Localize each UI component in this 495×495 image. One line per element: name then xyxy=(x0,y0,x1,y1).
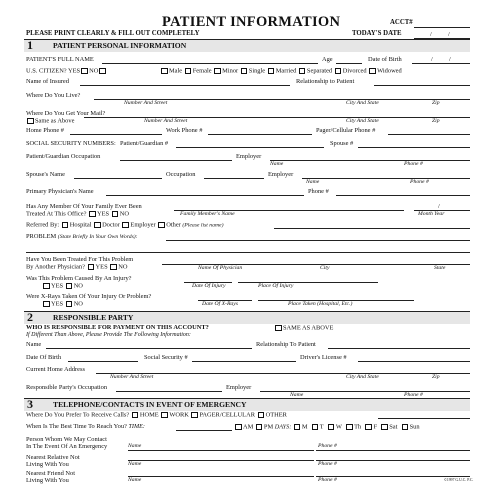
spouse-occupation-label: Occupation xyxy=(166,171,196,178)
problem-field-line2[interactable] xyxy=(26,252,470,253)
call-work-checkbox[interactable] xyxy=(161,412,168,419)
family-q-row xyxy=(26,211,129,218)
day-sat-checkbox[interactable] xyxy=(381,424,388,431)
xray-yes-no-row xyxy=(42,301,83,308)
status-row xyxy=(160,68,402,75)
call-pager-checkbox[interactable] xyxy=(191,412,198,419)
injury-q: Was This Problem Caused By An Injury? xyxy=(26,275,132,282)
contact3-phone-field[interactable] xyxy=(316,476,470,477)
days-label: DAYS: xyxy=(274,423,292,431)
full-name-label: PATIENT'S FULL NAME xyxy=(26,56,94,63)
age-label: Age xyxy=(322,56,333,63)
zip-caption: Zip xyxy=(432,100,440,106)
work-phone-label: Work Phone # xyxy=(166,127,203,134)
rp-dob-label: Date Of Birth xyxy=(26,354,62,361)
rp-dob-field[interactable] xyxy=(68,361,138,362)
section-2-number: 2 xyxy=(27,310,33,324)
referred-name-field[interactable] xyxy=(274,228,470,229)
doctor-label: Doctor xyxy=(102,221,120,229)
home-phone-field[interactable] xyxy=(70,134,162,135)
day-t-checkbox[interactable] xyxy=(312,424,319,431)
rp-license-field[interactable] xyxy=(358,361,470,362)
hospital-checkbox[interactable] xyxy=(62,222,69,229)
pm-checkbox[interactable] xyxy=(256,424,263,431)
day-m-checkbox[interactable] xyxy=(294,424,301,431)
section-2-title: RESPONSIBLE PARTY xyxy=(53,313,134,322)
phone-caption: Phone # xyxy=(318,443,337,449)
pager-cellular-label: PAGER/CELLULAR xyxy=(199,411,255,419)
contact1-name-field[interactable] xyxy=(128,450,314,451)
responsible-same-row xyxy=(274,325,333,332)
section-1-number: 1 xyxy=(27,38,33,52)
section-3-title: TELEPHONE/CONTACTS IN EVENT OF EMERGENCY xyxy=(53,400,247,409)
pager-label: Pager/Cellular Phone # xyxy=(316,127,376,134)
treated-q-row xyxy=(26,264,127,271)
instructions: PLEASE PRINT CLEARLY & FILL OUT COMPLETELY xyxy=(26,30,200,37)
phone-caption: Phone # xyxy=(404,161,423,167)
hospital-label: Hospital xyxy=(69,221,92,229)
divorced-checkbox[interactable] xyxy=(335,68,342,75)
place-taken-caption: Place Taken (Hospital, Etc.) xyxy=(288,301,353,307)
married-label: Married xyxy=(275,67,297,75)
citizen-row xyxy=(26,68,107,75)
work-phone-field[interactable] xyxy=(208,134,312,135)
rp-relationship-label: Relationship To Patient xyxy=(256,341,316,348)
city-caption: City xyxy=(320,265,330,271)
ssn-guardian-field[interactable] xyxy=(176,147,324,148)
city-state-caption: City And State xyxy=(346,118,379,124)
contact3-line2: Living With You xyxy=(26,477,69,484)
employer-label: Employer xyxy=(236,153,262,160)
ssn-spouse-field[interactable] xyxy=(358,147,470,148)
day-f-label: F xyxy=(373,423,378,431)
day-sat-label: Sat xyxy=(389,423,398,431)
yes-label: YES xyxy=(97,210,110,218)
injury-no-checkbox[interactable] xyxy=(66,283,73,290)
live-label: Where Do You Live? xyxy=(26,92,81,99)
spouse-occupation-field[interactable] xyxy=(204,178,264,179)
phone-caption: Phone # xyxy=(318,477,337,483)
injury-yes-checkbox[interactable] xyxy=(43,283,50,290)
widowed-checkbox[interactable] xyxy=(369,68,376,75)
other-label: Other xyxy=(166,221,181,229)
age-field[interactable] xyxy=(336,63,362,64)
family-no-checkbox[interactable] xyxy=(112,211,119,218)
male-checkbox[interactable] xyxy=(161,68,168,75)
minor-label: Minor xyxy=(222,67,239,75)
acct-field[interactable] xyxy=(414,27,470,28)
number-street-caption: Number And Street xyxy=(144,118,188,124)
call-home-checkbox[interactable] xyxy=(132,412,139,419)
family-member-caption: Family Member's Name xyxy=(180,211,235,217)
ssn-spouse-label: Spouse # xyxy=(330,140,354,147)
name-caption: Name xyxy=(128,461,142,467)
form-title: PATIENT INFORMATION xyxy=(162,14,341,30)
day-w-label: W xyxy=(335,423,342,431)
yes-label: YES xyxy=(51,300,64,308)
calls-question: Where Do You Prefer To Receive Calls? xyxy=(26,411,130,419)
problem-field[interactable] xyxy=(166,240,470,241)
section-3-number: 3 xyxy=(27,397,33,411)
divorced-label: Divorced xyxy=(342,67,367,75)
please-list-hint: (Please list name) xyxy=(182,222,224,229)
day-w-checkbox[interactable] xyxy=(328,424,335,431)
phone-caption: Phone # xyxy=(404,392,423,398)
home-label: HOME xyxy=(139,411,159,419)
full-name-field[interactable] xyxy=(102,63,318,64)
dob-slash: / xyxy=(431,56,433,63)
separated-checkbox[interactable] xyxy=(299,68,306,75)
pg-employer-field[interactable] xyxy=(270,160,470,161)
employer-checkbox[interactable] xyxy=(122,222,129,229)
patient-information-form xyxy=(24,14,474,484)
day-th-label: Th xyxy=(354,423,362,431)
rp-relationship-field[interactable] xyxy=(328,348,470,349)
other-checkbox[interactable] xyxy=(158,222,165,229)
single-label: Single xyxy=(248,67,266,75)
state-caption: State xyxy=(434,265,446,271)
other-label: OTHER xyxy=(265,411,287,419)
problem-label: PROBLEM xyxy=(26,233,57,240)
mail-same-row xyxy=(26,118,74,125)
call-other-field[interactable] xyxy=(378,418,470,419)
xray-yes-checkbox[interactable] xyxy=(43,301,50,308)
phone-caption: Phone # xyxy=(410,179,429,185)
am-checkbox[interactable] xyxy=(235,424,242,431)
ssn-label: SOCIAL SECURITY NUMBERS: xyxy=(26,140,116,147)
xray-no-checkbox[interactable] xyxy=(66,301,73,308)
number-street-caption: Number And Street xyxy=(110,374,154,380)
physician-phone-label: Phone # xyxy=(308,188,329,195)
copyright: ©1997 G.U.C. P.C. xyxy=(444,478,474,482)
place-of-injury-caption: Place Of Injury xyxy=(258,283,294,289)
responsible-q: WHO IS RESPONSIBLE FOR PAYMENT ON THIS ACCOUNT? xyxy=(26,324,209,331)
married-checkbox[interactable] xyxy=(268,68,275,75)
problem-row xyxy=(26,234,138,241)
separated-label: Separated xyxy=(306,67,333,75)
treated-q-line1: Have You Been Treated For This Problem xyxy=(26,256,134,263)
contact2-name-field[interactable] xyxy=(128,460,314,461)
physician-field[interactable] xyxy=(106,195,304,196)
same-as-above-label: SAME AS ABOVE xyxy=(283,324,334,332)
single-checkbox[interactable] xyxy=(241,68,248,75)
date-slash: / xyxy=(430,31,432,38)
phone-caption: Phone # xyxy=(318,461,337,467)
name-caption: Name xyxy=(290,392,304,398)
yes-label: YES xyxy=(95,263,108,271)
contact2-line1: Nearest Relative Not xyxy=(26,454,80,461)
month-year-caption: Month Year xyxy=(418,211,445,217)
relationship-field[interactable] xyxy=(374,85,470,86)
number-street-caption: Number And Street xyxy=(124,100,168,106)
contact1-line2: In The Event Of An Emergency xyxy=(26,443,108,450)
rp-name-field[interactable] xyxy=(46,348,252,349)
physician-label: Primary Physician's Name xyxy=(26,188,94,195)
treated-no-checkbox[interactable] xyxy=(110,264,117,271)
rp-occupation-field[interactable] xyxy=(116,391,222,392)
section-1-title: PATIENT PERSONAL INFORMATION xyxy=(53,41,187,50)
no-label: NO xyxy=(119,210,129,218)
rp-employer-label: Employer xyxy=(226,384,252,391)
day-f-checkbox[interactable] xyxy=(365,424,372,431)
call-other-checkbox[interactable] xyxy=(258,412,265,419)
different-note: If Different Than Above, Please Provide The Following Information: xyxy=(26,332,191,338)
day-sun-label: Sun xyxy=(409,423,420,431)
no-label: NO xyxy=(73,300,83,308)
employer-option-label: Employer xyxy=(130,221,156,229)
male-label: Male xyxy=(169,67,183,75)
yes-label: YES xyxy=(51,282,64,290)
widowed-label: Widowed xyxy=(377,67,402,75)
contact1-phone-field[interactable] xyxy=(316,450,470,451)
city-state-caption: City And State xyxy=(346,374,379,380)
spouse-name-label: Spouse's Name xyxy=(26,171,65,178)
citizen-no-checkbox[interactable] xyxy=(99,68,106,75)
contact3-line1: Nearest Friend Not xyxy=(26,470,75,477)
rp-occupation-label: Responsible Party's Occupation xyxy=(26,384,108,391)
rp-ss-label: Social Security # xyxy=(144,354,188,361)
rp-ss-field[interactable] xyxy=(192,361,296,362)
rp-license-label: Driver's License # xyxy=(300,354,347,361)
responsible-same-checkbox[interactable] xyxy=(275,325,282,332)
no-label: NO xyxy=(89,67,99,75)
citizen-yes-checkbox[interactable] xyxy=(81,68,88,75)
am-label: AM xyxy=(243,423,254,431)
zip-caption: Zip xyxy=(432,118,440,124)
pg-occupation-label: Patient/Guardian Occupation xyxy=(26,153,101,160)
minor-checkbox[interactable] xyxy=(214,68,221,75)
mail-address-field[interactable] xyxy=(84,117,470,118)
day-sun-checkbox[interactable] xyxy=(402,424,409,431)
rp-name-label: Name xyxy=(26,341,42,348)
dob-field[interactable] xyxy=(412,63,470,64)
female-checkbox[interactable] xyxy=(185,68,192,75)
rp-address-label: Current Home Address xyxy=(26,366,85,373)
spouse-employer-field[interactable] xyxy=(302,178,470,179)
dob-label: Date of Birth xyxy=(368,56,402,63)
date-of-injury-caption: Date Of Injury xyxy=(192,283,226,289)
insured-field[interactable] xyxy=(80,85,290,86)
treated-yes-checkbox[interactable] xyxy=(88,264,95,271)
referred-row xyxy=(26,222,223,229)
xray-q: Were X-Rays Taken Of Your Injury Or Problem? xyxy=(26,293,152,300)
ssn-guardian-label: Patient/Guardian # xyxy=(120,140,169,147)
pg-occupation-field[interactable] xyxy=(120,160,232,161)
female-label: Female xyxy=(192,67,212,75)
same-as-above-label: Same as Above xyxy=(35,117,75,125)
ampm-days-row xyxy=(234,424,420,431)
month-year-slash: / xyxy=(438,203,440,210)
spouse-employer-label: Employer xyxy=(268,171,294,178)
name-caption: Name xyxy=(128,477,142,483)
citizen-label: U.S. CITIZEN? YES xyxy=(26,67,81,75)
dob-slash: / xyxy=(449,56,451,63)
treated-q-line2: By Another Physician? xyxy=(26,263,85,271)
day-th-checkbox[interactable] xyxy=(346,424,353,431)
contact3-name-field[interactable] xyxy=(128,476,314,477)
insured-label: Name of Insured xyxy=(26,78,69,85)
name-caption: Name xyxy=(306,179,320,185)
name-caption: Name xyxy=(270,161,284,167)
family-q-line1: Has Any Member Of Your Family Ever Been xyxy=(26,203,142,210)
mail-same-checkbox[interactable] xyxy=(27,118,34,125)
day-m-label: M xyxy=(301,423,308,431)
best-time-row xyxy=(26,424,145,430)
time-label: TIME: xyxy=(128,423,145,430)
best-time-field[interactable] xyxy=(176,430,232,431)
referred-label: Referred By: xyxy=(26,221,60,229)
city-state-caption: City And State xyxy=(346,100,379,106)
calls-row xyxy=(26,412,287,419)
todays-date-label: TODAY'S DATE xyxy=(352,30,402,37)
name-of-physician-caption: Name Of Physician xyxy=(198,265,243,271)
date-of-xrays-caption: Date Of X-Rays xyxy=(202,301,239,307)
physician-phone-field[interactable] xyxy=(336,195,470,196)
day-t-label: T xyxy=(319,423,324,431)
relationship-label: Relationship to Patient xyxy=(296,78,355,85)
pager-field[interactable] xyxy=(388,134,470,135)
contact2-phone-field[interactable] xyxy=(316,460,470,461)
contact1-line1: Person Whom We May Contact xyxy=(26,436,107,443)
no-label: NO xyxy=(73,282,83,290)
acct-label: ACCT# xyxy=(390,19,413,26)
pm-label: PM xyxy=(263,423,274,431)
family-q-line2: Treated At This Office? xyxy=(26,210,87,218)
work-label: WORK xyxy=(169,411,189,419)
family-yes-checkbox[interactable] xyxy=(89,211,96,218)
contact2-line2: Living With You xyxy=(26,461,69,468)
name-caption: Name xyxy=(128,443,142,449)
zip-caption: Zip xyxy=(432,374,440,380)
spouse-name-field[interactable] xyxy=(74,178,162,179)
no-label: NO xyxy=(118,263,128,271)
mail-label: Where Do You Get Your Mail? xyxy=(26,110,106,117)
best-time-question: When Is The Best Time To Reach You? xyxy=(26,423,127,430)
problem-hint: (State Briefly In Your Own Words): xyxy=(57,234,138,240)
injury-yes-no-row xyxy=(42,283,83,290)
date-slash: / xyxy=(448,31,450,38)
doctor-checkbox[interactable] xyxy=(94,222,101,229)
home-phone-label: Home Phone # xyxy=(26,127,64,134)
